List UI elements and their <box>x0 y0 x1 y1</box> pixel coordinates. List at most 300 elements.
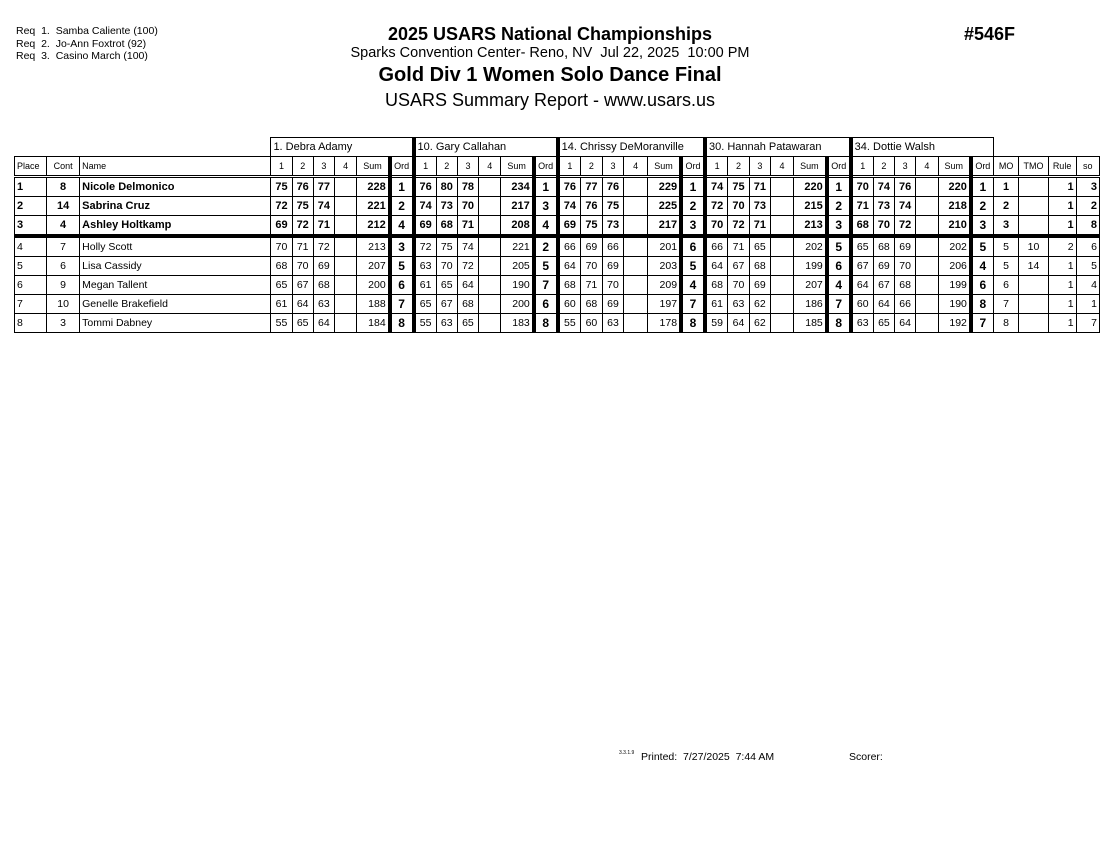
competition-title: 2025 USARS National Championships <box>387 24 713 44</box>
score-cell: 68 <box>895 276 916 295</box>
score-cell: 70 <box>292 257 313 276</box>
place-cell: 7 <box>15 295 47 314</box>
score-cell: 68 <box>581 295 603 314</box>
score-cell: 70 <box>271 236 292 257</box>
score-cell: 70 <box>873 216 894 237</box>
score-cell <box>334 295 356 314</box>
ordinal-cell: 5 <box>971 236 993 257</box>
score-cell: 64 <box>705 257 728 276</box>
sum-cell: 209 <box>647 276 681 295</box>
score-cell <box>916 236 938 257</box>
col-judge-4-4: 4 <box>771 157 794 177</box>
score-cell: 55 <box>414 314 437 333</box>
judge-name: 10. Gary Callahan <box>414 138 558 157</box>
sum-cell: 199 <box>938 276 971 295</box>
event-title: Gold Div 1 Women Solo Dance Final <box>378 64 722 86</box>
score-cell: 67 <box>436 295 457 314</box>
score-cell: 70 <box>728 197 749 216</box>
col-tmo: TMO <box>1019 157 1048 177</box>
score-cell: 64 <box>851 276 874 295</box>
score-cell <box>771 177 794 197</box>
ordinal-cell: 6 <box>971 276 993 295</box>
score-cell: 71 <box>749 216 770 237</box>
rule-cell: 1 <box>1048 314 1076 333</box>
col-judge-3-1: 1 <box>558 157 581 177</box>
requirement-1: Req 1. Samba Caliente (100) <box>16 25 158 37</box>
score-cell <box>624 197 648 216</box>
sum-cell: 229 <box>647 177 681 197</box>
score-cell: 64 <box>558 257 581 276</box>
blank-cell <box>15 138 271 157</box>
sum-cell: 186 <box>794 295 827 314</box>
ordinal-cell: 6 <box>681 236 705 257</box>
score-cell <box>916 276 938 295</box>
score-cell: 74 <box>705 177 728 197</box>
score-cell: 76 <box>292 177 313 197</box>
col-judge-5-sum: Sum <box>938 157 971 177</box>
ordinal-cell: 1 <box>681 177 705 197</box>
score-cell: 69 <box>873 257 894 276</box>
col-mo: MO <box>993 157 1019 177</box>
sum-cell: 220 <box>794 177 827 197</box>
score-cell: 69 <box>581 236 603 257</box>
score-cell: 60 <box>581 314 603 333</box>
score-cell: 68 <box>873 236 894 257</box>
score-cell: 63 <box>851 314 874 333</box>
score-cell: 65 <box>873 314 894 333</box>
ordinal-cell: 8 <box>681 314 705 333</box>
score-cell: 80 <box>436 177 457 197</box>
score-cell: 70 <box>895 257 916 276</box>
score-cell: 68 <box>457 295 478 314</box>
ordinal-cell: 7 <box>971 314 993 333</box>
score-cell: 74 <box>414 197 437 216</box>
score-cell: 70 <box>728 276 749 295</box>
so-cell: 8 <box>1076 216 1099 237</box>
col-judge-2-ord: Ord <box>534 157 558 177</box>
score-cell: 64 <box>292 295 313 314</box>
col-judge-4-sum: Sum <box>794 157 827 177</box>
score-cell <box>479 314 501 333</box>
score-cell: 73 <box>873 197 894 216</box>
sum-cell: 234 <box>501 177 534 197</box>
results-table <box>14 137 1100 333</box>
ordinal-cell: 8 <box>827 314 851 333</box>
score-cell <box>479 216 501 237</box>
score-cell: 75 <box>271 177 292 197</box>
score-cell: 73 <box>749 197 770 216</box>
sum-cell: 218 <box>938 197 971 216</box>
score-cell: 75 <box>602 197 624 216</box>
score-cell: 65 <box>436 276 457 295</box>
requirement-3: Req 3. Casino March (100) <box>16 50 148 62</box>
so-cell: 1 <box>1076 295 1099 314</box>
score-cell: 74 <box>313 197 334 216</box>
score-cell: 70 <box>581 257 603 276</box>
rule-cell: 1 <box>1048 276 1076 295</box>
score-cell: 65 <box>292 314 313 333</box>
score-cell: 65 <box>271 276 292 295</box>
score-cell <box>479 276 501 295</box>
col-rule: Rule <box>1048 157 1076 177</box>
score-cell: 55 <box>558 314 581 333</box>
score-cell: 66 <box>602 236 624 257</box>
ordinal-cell: 4 <box>681 276 705 295</box>
score-cell: 65 <box>414 295 437 314</box>
score-cell <box>479 236 501 257</box>
score-cell: 71 <box>851 197 874 216</box>
skater-name: Holly Scott <box>80 236 271 257</box>
table-row <box>15 314 1100 333</box>
score-cell <box>916 257 938 276</box>
score-cell <box>334 216 356 237</box>
score-cell: 71 <box>457 216 478 237</box>
place-cell: 6 <box>15 276 47 295</box>
score-cell: 68 <box>851 216 874 237</box>
rule-cell: 1 <box>1048 295 1076 314</box>
score-cell <box>624 257 648 276</box>
score-cell <box>479 257 501 276</box>
score-cell <box>479 295 501 314</box>
col-judge-4-1: 1 <box>705 157 728 177</box>
ordinal-cell: 3 <box>390 236 414 257</box>
cont-cell: 14 <box>47 197 80 216</box>
table-row <box>15 276 1100 295</box>
place-cell: 3 <box>15 216 47 237</box>
ordinal-cell: 1 <box>534 177 558 197</box>
col-judge-1-ord: Ord <box>390 157 414 177</box>
col-judge-4-ord: Ord <box>827 157 851 177</box>
score-cell: 72 <box>728 216 749 237</box>
sum-cell: 210 <box>938 216 971 237</box>
tmo-cell <box>1019 314 1048 333</box>
score-cell <box>624 276 648 295</box>
score-cell: 76 <box>414 177 437 197</box>
scorer-label: Scorer: <box>849 751 883 763</box>
table-row <box>15 257 1100 276</box>
score-cell: 62 <box>749 295 770 314</box>
mo-cell: 6 <box>993 276 1019 295</box>
score-cell <box>771 236 794 257</box>
sum-cell: 208 <box>501 216 534 237</box>
score-cell: 77 <box>313 177 334 197</box>
score-cell: 60 <box>558 295 581 314</box>
rule-cell: 1 <box>1048 216 1076 237</box>
score-cell <box>334 197 356 216</box>
col-judge-1-1: 1 <box>271 157 292 177</box>
score-cell: 69 <box>313 257 334 276</box>
score-cell: 64 <box>895 314 916 333</box>
judge-header-row <box>15 138 1100 157</box>
ordinal-cell: 1 <box>390 177 414 197</box>
ordinal-cell: 1 <box>827 177 851 197</box>
col-judge-5-1: 1 <box>851 157 874 177</box>
col-judge-4-3: 3 <box>749 157 770 177</box>
col-judge-1-3: 3 <box>313 157 334 177</box>
mo-cell: 5 <box>993 257 1019 276</box>
ordinal-cell: 4 <box>534 216 558 237</box>
place-cell: 2 <box>15 197 47 216</box>
table-row <box>15 295 1100 314</box>
score-cell: 68 <box>271 257 292 276</box>
score-cell: 72 <box>313 236 334 257</box>
score-cell <box>624 295 648 314</box>
score-cell: 74 <box>457 236 478 257</box>
sum-cell: 200 <box>501 295 534 314</box>
score-cell <box>916 216 938 237</box>
score-cell: 78 <box>457 177 478 197</box>
score-cell: 67 <box>292 276 313 295</box>
ordinal-cell: 7 <box>534 276 558 295</box>
table-row <box>15 197 1100 216</box>
score-cell: 62 <box>749 314 770 333</box>
score-cell: 66 <box>705 236 728 257</box>
col-judge-5-3: 3 <box>895 157 916 177</box>
score-cell <box>624 177 648 197</box>
col-judge-1-sum: Sum <box>357 157 390 177</box>
col-judge-3-2: 2 <box>581 157 603 177</box>
score-cell <box>334 177 356 197</box>
score-cell <box>334 236 356 257</box>
version-label: 3.3.1.9 <box>619 750 635 756</box>
score-cell: 61 <box>271 295 292 314</box>
rule-cell: 1 <box>1048 257 1076 276</box>
score-cell: 72 <box>271 197 292 216</box>
sum-cell: 199 <box>794 257 827 276</box>
sum-cell: 202 <box>938 236 971 257</box>
score-cell: 76 <box>602 177 624 197</box>
score-cell <box>916 314 938 333</box>
skater-name: Ashley Holtkamp <box>80 216 271 237</box>
sum-cell: 183 <box>501 314 534 333</box>
table-row <box>15 177 1100 197</box>
sum-cell: 217 <box>501 197 534 216</box>
score-cell <box>771 197 794 216</box>
ordinal-cell: 7 <box>827 295 851 314</box>
sum-cell: 221 <box>357 197 390 216</box>
score-cell: 72 <box>895 216 916 237</box>
skater-name: Lisa Cassidy <box>80 257 271 276</box>
score-cell: 64 <box>873 295 894 314</box>
sum-cell: 206 <box>938 257 971 276</box>
score-cell: 68 <box>558 276 581 295</box>
score-cell: 69 <box>602 295 624 314</box>
ordinal-cell: 8 <box>971 295 993 314</box>
rule-cell: 2 <box>1048 236 1076 257</box>
report-title: USARS Summary Report - www.usars.us <box>384 90 716 110</box>
ordinal-cell: 8 <box>390 314 414 333</box>
score-cell: 69 <box>271 216 292 237</box>
ordinal-cell: 8 <box>534 314 558 333</box>
place-cell: 1 <box>15 177 47 197</box>
col-so: so <box>1076 157 1099 177</box>
score-cell: 66 <box>558 236 581 257</box>
score-cell <box>771 216 794 237</box>
sum-cell: 207 <box>357 257 390 276</box>
score-cell: 69 <box>602 257 624 276</box>
ordinal-cell: 3 <box>534 197 558 216</box>
ordinal-cell: 5 <box>390 257 414 276</box>
score-cell: 68 <box>313 276 334 295</box>
score-cell: 72 <box>292 216 313 237</box>
cont-cell: 6 <box>47 257 80 276</box>
table-row <box>15 236 1100 257</box>
score-cell: 61 <box>705 295 728 314</box>
judge-name: 30. Hannah Patawaran <box>705 138 851 157</box>
ordinal-cell: 5 <box>534 257 558 276</box>
score-cell <box>624 314 648 333</box>
col-place: Place <box>15 157 47 177</box>
score-cell: 67 <box>728 257 749 276</box>
ordinal-cell: 2 <box>534 236 558 257</box>
skater-name: Megan Tallent <box>80 276 271 295</box>
score-cell: 73 <box>436 197 457 216</box>
sum-cell: 225 <box>647 197 681 216</box>
cont-cell: 3 <box>47 314 80 333</box>
venue-datetime: Sparks Convention Center- Reno, NV Jul 22, 2025 10:00 PM <box>350 45 750 61</box>
score-cell <box>334 276 356 295</box>
score-cell: 72 <box>457 257 478 276</box>
score-cell: 63 <box>728 295 749 314</box>
col-judge-2-3: 3 <box>457 157 478 177</box>
score-cell: 75 <box>581 216 603 237</box>
cont-cell: 10 <box>47 295 80 314</box>
score-cell: 72 <box>414 236 437 257</box>
skater-name: Nicole Delmonico <box>80 177 271 197</box>
tmo-cell <box>1019 216 1048 237</box>
place-cell: 4 <box>15 236 47 257</box>
col-judge-2-4: 4 <box>479 157 501 177</box>
score-cell: 69 <box>749 276 770 295</box>
mo-cell: 1 <box>993 177 1019 197</box>
sum-cell: 190 <box>938 295 971 314</box>
score-cell: 63 <box>436 314 457 333</box>
col-judge-5-4: 4 <box>916 157 938 177</box>
sum-cell: 192 <box>938 314 971 333</box>
tmo-cell <box>1019 295 1048 314</box>
col-judge-1-2: 2 <box>292 157 313 177</box>
score-cell <box>771 314 794 333</box>
ordinal-cell: 5 <box>827 236 851 257</box>
sum-cell: 178 <box>647 314 681 333</box>
score-cell: 77 <box>581 177 603 197</box>
score-cell <box>916 177 938 197</box>
col-judge-2-1: 1 <box>414 157 437 177</box>
score-cell: 71 <box>749 177 770 197</box>
col-judge-2-sum: Sum <box>501 157 534 177</box>
cont-cell: 8 <box>47 177 80 197</box>
score-cell: 64 <box>728 314 749 333</box>
sum-cell: 200 <box>357 276 390 295</box>
so-cell: 7 <box>1076 314 1099 333</box>
score-cell: 65 <box>457 314 478 333</box>
col-judge-2-2: 2 <box>436 157 457 177</box>
ordinal-cell: 4 <box>390 216 414 237</box>
score-cell <box>916 295 938 314</box>
ordinal-cell: 5 <box>681 257 705 276</box>
col-judge-5-ord: Ord <box>971 157 993 177</box>
ordinal-cell: 7 <box>390 295 414 314</box>
score-cell: 63 <box>313 295 334 314</box>
ordinal-cell: 6 <box>390 276 414 295</box>
score-cell: 75 <box>292 197 313 216</box>
mo-cell: 2 <box>993 197 1019 216</box>
score-cell: 69 <box>895 236 916 257</box>
score-cell <box>479 197 501 216</box>
ordinal-cell: 3 <box>971 216 993 237</box>
ordinal-cell: 4 <box>971 257 993 276</box>
score-cell <box>334 314 356 333</box>
event-number: #546F <box>964 24 1016 44</box>
col-judge-3-sum: Sum <box>647 157 681 177</box>
col-judge-5-2: 2 <box>873 157 894 177</box>
cont-cell: 4 <box>47 216 80 237</box>
col-judge-1-4: 4 <box>334 157 356 177</box>
col-name: Name <box>80 157 271 177</box>
so-cell: 2 <box>1076 197 1099 216</box>
skater-name: Tommi Dabney <box>80 314 271 333</box>
sum-cell: 221 <box>501 236 534 257</box>
sum-cell: 213 <box>357 236 390 257</box>
cont-cell: 7 <box>47 236 80 257</box>
tmo-cell: 10 <box>1019 236 1048 257</box>
score-cell: 69 <box>414 216 437 237</box>
sum-cell: 213 <box>794 216 827 237</box>
col-judge-3-4: 4 <box>624 157 648 177</box>
tmo-cell <box>1019 197 1048 216</box>
so-cell: 5 <box>1076 257 1099 276</box>
score-cell: 75 <box>436 236 457 257</box>
score-cell: 75 <box>728 177 749 197</box>
sum-cell: 217 <box>647 216 681 237</box>
score-cell: 71 <box>292 236 313 257</box>
sum-cell: 215 <box>794 197 827 216</box>
rule-cell: 1 <box>1048 177 1076 197</box>
ordinal-cell: 3 <box>681 216 705 237</box>
sum-cell: 228 <box>357 177 390 197</box>
cont-cell: 9 <box>47 276 80 295</box>
score-cell: 71 <box>581 276 603 295</box>
score-cell <box>771 257 794 276</box>
score-cell: 70 <box>457 197 478 216</box>
score-cell: 61 <box>414 276 437 295</box>
sum-cell: 207 <box>794 276 827 295</box>
mo-cell: 5 <box>993 236 1019 257</box>
ordinal-cell: 6 <box>827 257 851 276</box>
score-cell: 72 <box>705 197 728 216</box>
skater-name: Genelle Brakefield <box>80 295 271 314</box>
score-cell <box>624 236 648 257</box>
score-cell: 70 <box>851 177 874 197</box>
score-cell <box>334 257 356 276</box>
score-cell: 67 <box>873 276 894 295</box>
score-cell: 68 <box>749 257 770 276</box>
score-cell: 76 <box>895 177 916 197</box>
score-cell: 65 <box>851 236 874 257</box>
score-cell: 71 <box>728 236 749 257</box>
so-cell: 6 <box>1076 236 1099 257</box>
ordinal-cell: 2 <box>390 197 414 216</box>
tmo-cell <box>1019 276 1048 295</box>
sum-cell: 188 <box>357 295 390 314</box>
ordinal-cell: 6 <box>534 295 558 314</box>
score-cell: 63 <box>602 314 624 333</box>
mo-cell: 3 <box>993 216 1019 237</box>
tmo-cell: 14 <box>1019 257 1048 276</box>
col-judge-4-2: 2 <box>728 157 749 177</box>
ordinal-cell: 2 <box>971 197 993 216</box>
so-cell: 3 <box>1076 177 1099 197</box>
